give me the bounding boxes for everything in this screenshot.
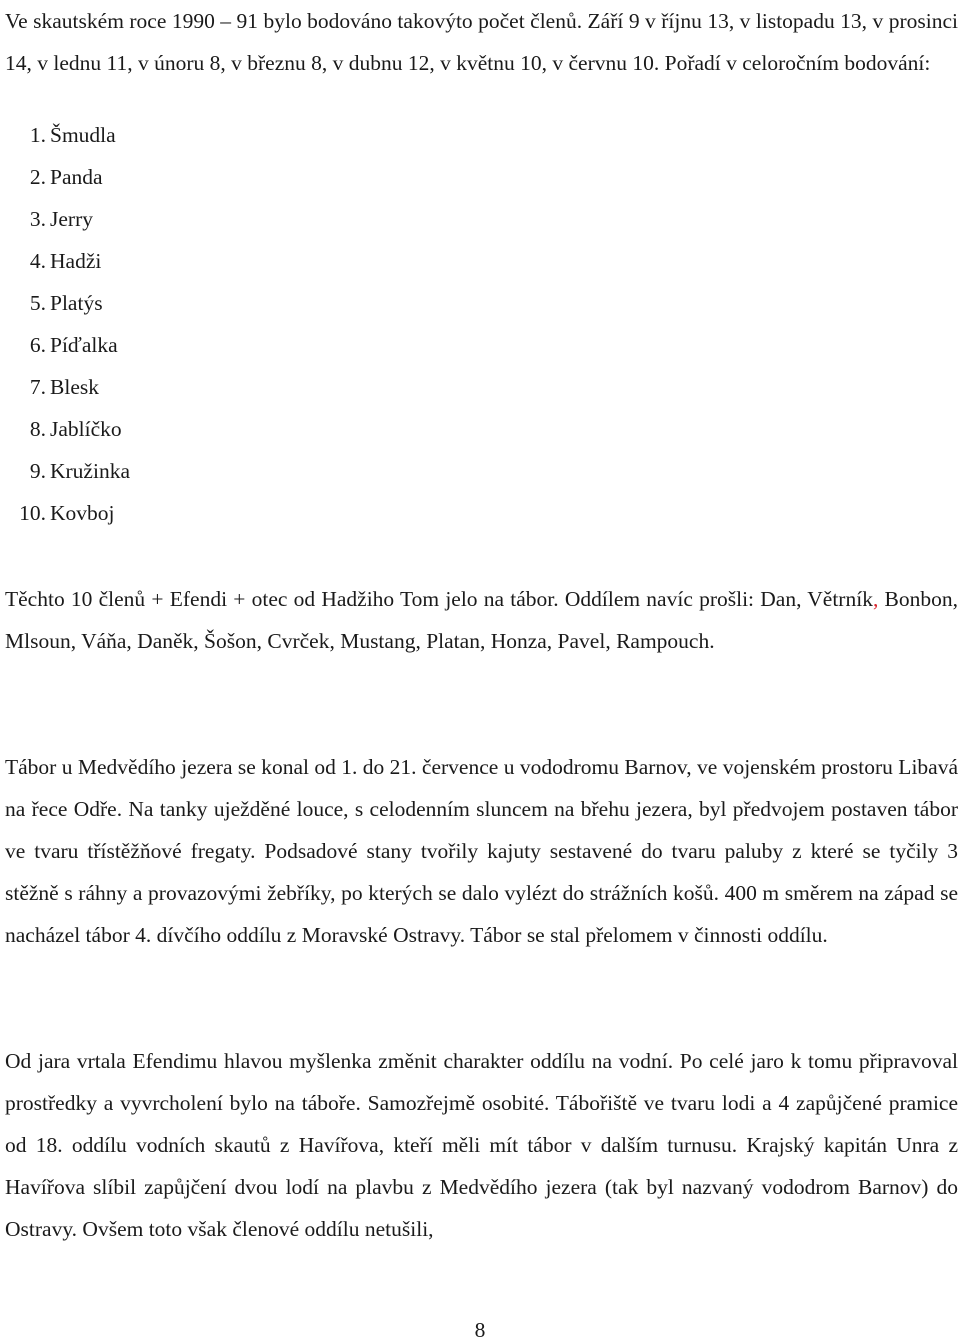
ranking-item (0, 198, 130, 240)
ranking-number: 8. (29, 417, 46, 441)
members-text-end: Bonbon, Mlsoun, Váňa, Daněk, Šošon, Cvrček, Mustang, Platan, Honza, Pavel, Rampouch. (5, 587, 959, 653)
ranking-number: 10. (19, 501, 46, 525)
intro-paragraph: Ve skautském roce 1990 – 91 bylo bodováno takovýto počet členů. Září 9 v říjnu 13, v listopadu 13, v prosinci 14, v lednu 11, v únoru 8, v březnu 8, v dubnu 12, v květnu 10, v červnu 10. Pořadí v celoročním bodování: (5, 9, 958, 75)
ranking-item (0, 408, 130, 450)
ranking-name: Blesk (50, 375, 99, 399)
ranking-item (0, 156, 130, 198)
ranking-name: Jablíčko (50, 417, 122, 441)
ranking-item (0, 492, 130, 534)
ranking-name: Jerry (50, 207, 93, 231)
ranking-name: Šmudla (50, 123, 116, 147)
ranking-item (0, 450, 130, 492)
members-text-start: Těchto 10 členů + Efendi + otec od Hadžiho Tom jelo na tábor. Oddílem navíc prošli: Dan, Větrník (5, 587, 873, 611)
ranking-item (0, 240, 130, 282)
ranking-item (0, 366, 130, 408)
ranking-name: Píďalka (50, 333, 118, 357)
ranking-name: Platýs (50, 291, 103, 315)
ranking-number: 1. (29, 123, 46, 147)
members-paragraph (5, 578, 958, 662)
ranking-number: 4. (29, 249, 46, 273)
ranking-name: Kružinka (50, 459, 130, 483)
ranking-name: Hadži (50, 249, 102, 273)
ranking-list (0, 114, 130, 534)
ranking-number: 9. (29, 459, 46, 483)
ranking-number: 3. (29, 207, 46, 231)
ranking-number: 6. (29, 333, 46, 357)
highlighted-comma: , (872, 587, 879, 611)
spring-paragraph: Od jara vrtala Efendimu hlavou myšlenka změnit charakter oddílu na vodní. Po celé jaro k tomu připravoval prostředky a vyvrcholení bylo na táboře. Samozřejmě osobité. Tábořiště ve tvaru lodi a 4 zapůjčené pramice od 18. oddílu vodních skautů z Havířova, kteří měli mít tábor v dalším turnusu. Krajský kapitán Unra z Havířova slíbil zapůjčení dvou lodí na plavbu z Medvědího jezera (tak byl nazvaný vododrom Barnov) do Ostravy. Ovšem toto však členové oddílu netušili, (5, 1049, 958, 1241)
page-number: 8 (474, 1318, 486, 1342)
ranking-number: 2. (29, 165, 46, 189)
ranking-number: 7. (29, 375, 46, 399)
ranking-name: Panda (50, 165, 103, 189)
ranking-item (0, 114, 130, 156)
ranking-item (0, 282, 130, 324)
ranking-name: Kovboj (50, 501, 115, 525)
ranking-number: 5. (29, 291, 46, 315)
camp-paragraph: Tábor u Medvědího jezera se konal od 1. do 21. července u vododromu Barnov, ve vojenském prostoru Libavá na řece Odře. Na tanky uježděné louce, s celodenním sluncem na břehu jezera, byl předvojem postaven tábor ve tvaru třístěžňové fregaty. Podsadové stany tvořily kajuty sestavené do tvaru paluby z které se tyčily 3 stěžně s ráhny a provazovými žebříky, po kterých se dalo vylézt do strážních košů. 400 m směrem na západ se nacházel tábor 4. dívčího oddílu z Moravské Ostravy. Tábor se stal přelomem v činnosti oddílu. (5, 755, 958, 947)
ranking-item (0, 324, 130, 366)
